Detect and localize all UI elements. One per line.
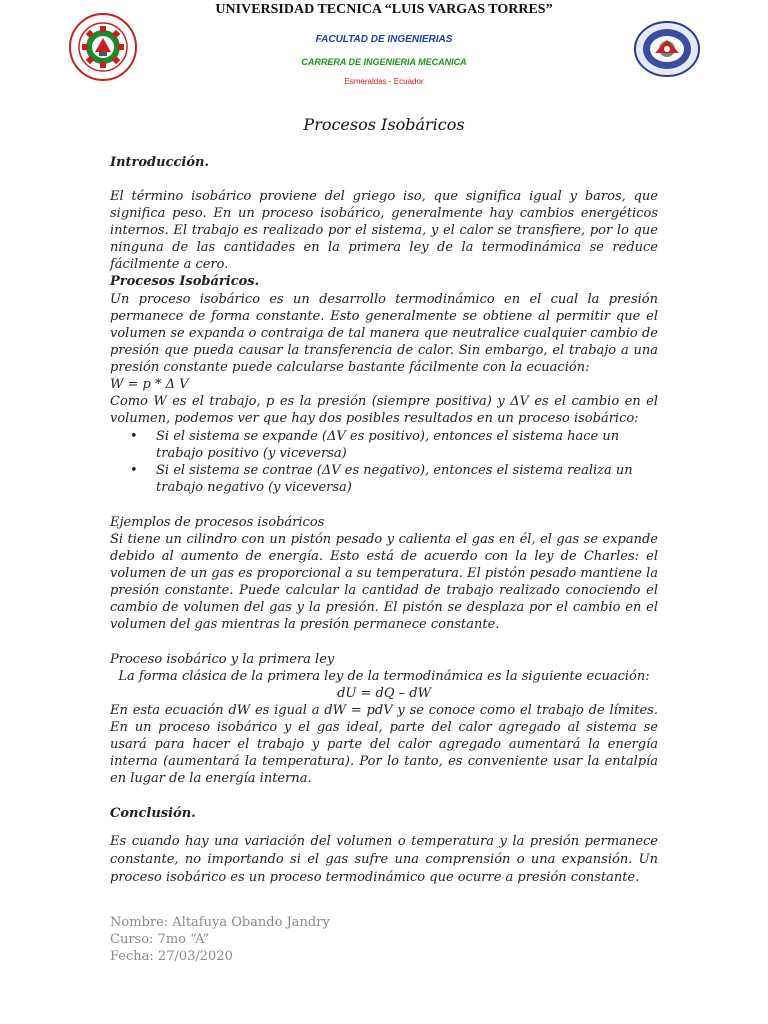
procesos-heading: Procesos Isobáricos. xyxy=(110,274,260,289)
examples-paragraph: Si tiene un cilindro con un pistón pesado y calienta el gas en él, el gas se expande debido al aumento de energía. Esto está de acuerdo con la ley de Charles: el volumen de un gas es proporcional a su temperatura. El pistón pesado mantiene la presión constante. Puede calcular la cantidad de trabajo realizado conociendo el cambio de volumen del gas y la presión. El pistón se desplaza por el cambio en el volumen del gas mientras la presión permanece constante. xyxy=(110,532,658,632)
career-name: CARRERA DE INGENIERIA MECANICA xyxy=(301,57,467,67)
conclusion-heading: Conclusión. xyxy=(110,806,196,821)
bullet-icon: • xyxy=(130,429,138,444)
procesos-paragraph-2: Como W es el trabajo, p es la presión (siempre positiva) y ΔV es el cambio en el volumen, podemos ver que hay dos posibles resultados en un proceso isobárico: xyxy=(110,394,658,426)
first-law-heading: Proceso isobárico y la primera ley xyxy=(110,652,335,667)
author-name: Nombre: Altafuya Obando Jandry xyxy=(110,915,330,930)
university-name: UNIVERSIDAD TECNICA “LUIS VARGAS TORRES” xyxy=(215,2,553,17)
date: Fecha: 27/03/2020 xyxy=(110,949,233,964)
list-item-text: Si el sistema se expande (ΔV es positivo), entonces el sistema hace un trabajo positivo (y viceversa) xyxy=(156,429,620,461)
faculty-logo xyxy=(633,20,701,78)
conclusion-paragraph: Es cuando hay una variación del volumen o temperatura y la presión permanece constante, no importando si el gas sufre una comprensión o una expansión. Un proceso isobárico es un proceso termodinámico que ocurre a presión constante. xyxy=(110,834,658,885)
work-equation: W = p * Δ V xyxy=(110,377,189,392)
document-title: Procesos Isobáricos xyxy=(303,115,465,134)
intro-heading: Introducción. xyxy=(110,155,210,170)
university-logo xyxy=(66,12,140,82)
list-item xyxy=(130,462,658,496)
bullet-icon: • xyxy=(130,463,138,478)
first-law-intro: La forma clásica de la primera ley de la termodinámica es la siguiente ecuación: xyxy=(118,669,650,684)
intro-paragraph: El término isobárico proviene del griego iso, que significa igual y baros, que significa peso. En un proceso isobárico, generalmente hay cambios energéticos internos. El trabajo es realizado por el sistema, y el calor se transfiere, por lo que ninguna de las cantidades en la primera ley de la termodinámica se reduce fácilmente a cero. xyxy=(110,189,658,272)
list-item-text: Si el sistema se contrae (ΔV es negativo), entonces el sistema realiza un trabajo negativo (y viceversa) xyxy=(156,463,633,495)
course: Curso: 7mo “A” xyxy=(110,932,210,947)
faculty-name: FACULTAD DE INGENIERIAS xyxy=(315,34,453,45)
procesos-paragraph: Un proceso isobárico es un desarrollo termodinámico en el cual la presión permanece de forma constante. Esto generalmente se obtiene al permitir que el volumen se expanda o contraiga de tal manera que neutralice cualquier cambio de presión que pueda causar la transferencia de calor. Sin embargo, el trabajo a una presión constante puede calcularse bastante fácilmente con la ecuación: xyxy=(110,292,658,375)
first-law-equation: dU = dQ – dW xyxy=(337,686,431,701)
examples-heading: Ejemplos de procesos isobáricos xyxy=(110,515,325,530)
list-item xyxy=(130,428,658,462)
first-law-paragraph: En esta ecuación dW es igual a dW = pdV y se conoce como el trabajo de límites. En un proceso isobárico y el gas ideal, parte del calor agregado al sistema se usará para hacer el trabajo y parte del calor agregado aumentará la energía interna (aumentará la temperatura). Por lo tanto, es conveniente usar la entalpía en lugar de la energía interna. xyxy=(110,703,658,786)
location: Esmeraldas - Ecuador xyxy=(344,77,424,86)
